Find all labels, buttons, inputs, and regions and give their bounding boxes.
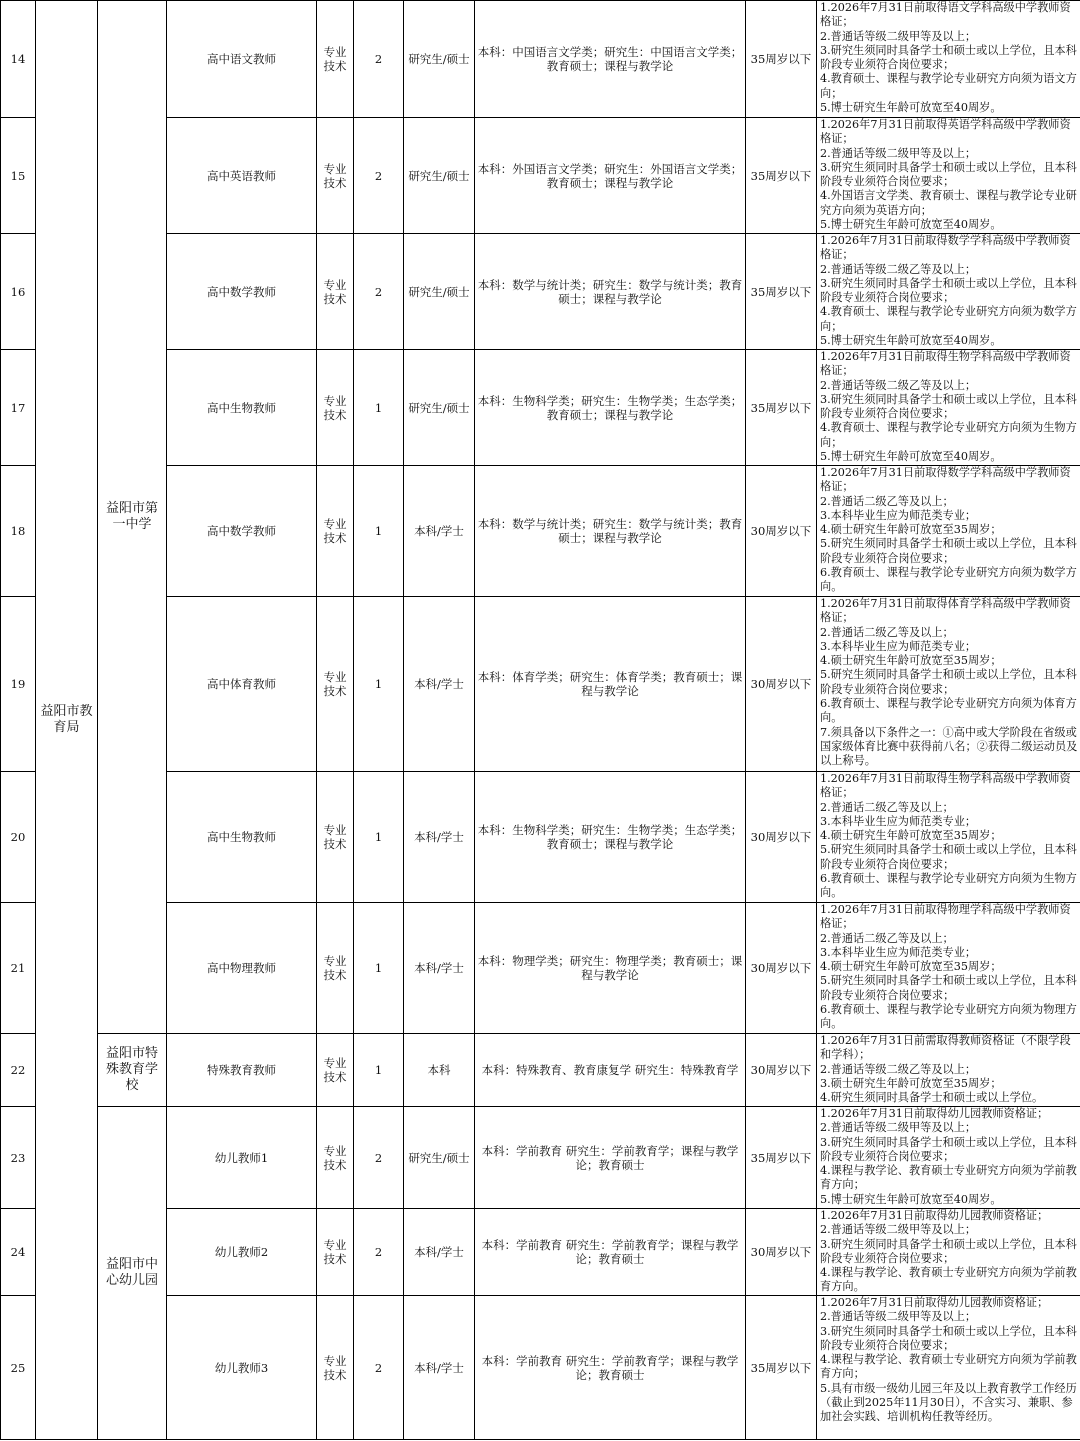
requirement-line: 4.课程与教学论、教育硕士专业研究方向须为学前教育方向； (820, 1164, 1077, 1192)
requirement-line: 1.2026年7月31日前取得物理学科高级中学教师资格证； (820, 903, 1071, 931)
education: 本科/学士 (404, 1209, 475, 1296)
requirement-line: 1.2026年7月31日前取得英语学科高级中学教师资格证； (820, 118, 1071, 146)
education: 研究生/硕士 (404, 350, 475, 466)
hire-count: 2 (354, 1296, 404, 1440)
table-row (1, 1, 1080, 118)
requirement-line: 5.研究生须同时具备学士和硕士或以上学位，且本科阶段专业须符合岗位要求； (820, 974, 1077, 1002)
post-name: 高中生物教师 (167, 350, 317, 466)
major: 本科：特殊教育、教育康复学 研究生：特殊教育学 (475, 1034, 746, 1107)
requirements (817, 118, 1080, 234)
requirement-line: 2.普通话二级乙等及以上； (820, 931, 954, 945)
requirement-line: 1.2026年7月31日前取得语文学科高级中学教师资格证； (820, 1, 1071, 29)
requirement-line: 3.研究生须同时具备学士和硕士或以上学位，且本科阶段专业须符合岗位要求； (820, 392, 1077, 421)
education: 本科/学士 (404, 1296, 475, 1440)
requirement-line: 2.普通话等级二级甲等及以上； (820, 146, 977, 160)
requirement-line: 3.本科毕业生应为师范类专业； (820, 639, 977, 653)
hire-count: 2 (354, 234, 404, 350)
requirement-line: 2.普通话等级二级甲等及以上； (820, 29, 977, 43)
post-name: 高中语文教师 (167, 1, 317, 118)
requirement-line: 4.教育硕士、课程与教学论专业研究方向须为数学方向； (820, 305, 1077, 333)
requirement-line: 4.硕士研究生年龄可放宽至35周岁； (820, 960, 1002, 974)
requirement-line: 4.教育硕士、课程与教学论专业研究方向须为生物方向； (820, 421, 1077, 449)
post-category: 专业技术 (317, 597, 354, 772)
hire-count: 1 (354, 1034, 404, 1107)
post-category: 专业技术 (317, 1209, 354, 1296)
age-limit: 30周岁以下 (746, 597, 817, 772)
row-number: 16 (1, 234, 36, 350)
major: 本科：中国语言文学类；研究生：中国语言文学类；教育硕士；课程与教学论 (475, 1, 746, 118)
requirements (817, 350, 1080, 466)
requirement-line: 2.普通话二级乙等及以上； (820, 494, 954, 508)
department-cell: 益阳市教育局 (36, 1, 98, 1440)
requirement-line: 5.研究生须同时具备学士和硕士或以上学位，且本科阶段专业须符合岗位要求； (820, 668, 1077, 696)
major: 本科：生物科学类；研究生：生物学类；生态学类；教育硕士；课程与教学论 (475, 772, 746, 903)
major: 本科：学前教育 研究生：学前教育学；课程与教学论；教育硕士 (475, 1209, 746, 1296)
post-name: 高中生物教师 (167, 772, 317, 903)
requirement-line: 4.教育硕士、课程与教学论专业研究方向须为语文方向； (820, 72, 1077, 100)
unit-cell-kindergarten: 益阳市中心幼儿园 (98, 1107, 167, 1440)
row-number: 22 (1, 1034, 36, 1107)
education: 本科/学士 (404, 466, 475, 597)
row-number: 15 (1, 118, 36, 234)
age-limit: 35周岁以下 (746, 350, 817, 466)
requirement-line: 2.普通话二级乙等及以上； (820, 625, 954, 639)
requirement-line: 1.2026年7月31日前取得数学学科高级中学教师资格证； (820, 234, 1071, 262)
age-limit: 35周岁以下 (746, 234, 817, 350)
post-name: 幼儿教师1 (167, 1107, 317, 1209)
requirements (817, 772, 1080, 903)
post-category: 专业技术 (317, 234, 354, 350)
requirement-line: 4.课程与教学论、教育硕士专业研究方向须为学前教育方向。 (820, 1266, 1077, 1294)
post-category: 专业技术 (317, 772, 354, 903)
hire-count: 2 (354, 1, 404, 118)
age-limit: 35周岁以下 (746, 1296, 817, 1440)
requirement-line: 2.普通话等级二级乙等及以上； (820, 378, 977, 392)
requirement-line: 3.研究生须同时具备学士和硕士或以上学位，且本科阶段专业须符合岗位要求； (820, 43, 1077, 72)
major: 本科：学前教育 研究生：学前教育学；课程与教学论；教育硕士 (475, 1107, 746, 1209)
requirement-line: 1.2026年7月31日前取得生物学科高级中学教师资格证； (820, 350, 1071, 378)
post-category: 专业技术 (317, 118, 354, 234)
requirements (817, 1209, 1080, 1296)
requirement-line: 3.研究生须同时具备学士和硕士或以上学位，且本科阶段专业须符合岗位要求； (820, 160, 1077, 189)
requirement-line: 6.教育硕士、课程与教学论专业研究方向须为物理方向。 (820, 1003, 1077, 1031)
major: 本科：外国语言文学类；研究生：外国语言文学类；教育硕士；课程与教学论 (475, 118, 746, 234)
post-category: 专业技术 (317, 466, 354, 597)
requirement-line: 4.硕士研究生年龄可放宽至35周岁； (820, 523, 1002, 537)
requirement-line: 5.博士研究生年龄可放宽至40周岁。 (820, 1192, 1002, 1206)
table-row (1, 1107, 1080, 1209)
requirement-line: 5.博士研究生年龄可放宽至40周岁。 (820, 218, 1002, 232)
hire-count: 1 (354, 597, 404, 772)
requirements (817, 1034, 1080, 1107)
requirement-line: 4.硕士研究生年龄可放宽至35周岁； (820, 654, 1002, 668)
education: 研究生/硕士 (404, 118, 475, 234)
post-category: 专业技术 (317, 1296, 354, 1440)
education: 本科/学士 (404, 772, 475, 903)
age-limit: 30周岁以下 (746, 772, 817, 903)
requirement-line: 2.普通话等级二级甲等及以上； (820, 1310, 977, 1324)
requirement-line: 2.普通话等级二级甲等及以上； (820, 1223, 977, 1237)
hire-count: 2 (354, 118, 404, 234)
requirement-line: 2.普通话等级二级乙等及以上； (820, 1062, 977, 1076)
age-limit: 35周岁以下 (746, 118, 817, 234)
post-name: 高中数学教师 (167, 466, 317, 597)
requirement-line: 6.教育硕士、课程与教学论专业研究方向须为体育方向。 (820, 697, 1077, 725)
unit-cell-yiyang-no1: 益阳市第一中学 (98, 1, 167, 1034)
hire-count: 1 (354, 466, 404, 597)
requirement-line: 5.具有市级一级幼儿园三年及以上教育教学工作经历（截止到2025年11月30日），不含实习、兼职、参加社会实践、培训机构任教等经历。 (820, 1381, 1077, 1424)
education: 本科/学士 (404, 903, 475, 1034)
education: 研究生/硕士 (404, 1, 475, 118)
requirements (817, 1, 1080, 118)
unit-cell-special-school: 益阳市特殊教育学校 (98, 1034, 167, 1107)
post-name: 高中数学教师 (167, 234, 317, 350)
requirement-line: 6.教育硕士、课程与教学论专业研究方向须为生物方向。 (820, 872, 1077, 900)
requirement-line: 1.2026年7月31日前取得幼儿园教师资格证； (820, 1296, 1049, 1309)
age-limit: 35周岁以下 (746, 1107, 817, 1209)
requirement-line: 5.博士研究生年龄可放宽至40周岁。 (820, 450, 1002, 464)
row-number: 23 (1, 1107, 36, 1209)
requirement-line: 1.2026年7月31日前需取得教师资格证（不限学段和学科）； (820, 1034, 1071, 1062)
requirement-line: 1.2026年7月31日前取得生物学科高级中学教师资格证； (820, 772, 1071, 800)
post-category: 专业技术 (317, 903, 354, 1034)
row-number: 18 (1, 466, 36, 597)
major: 本科：数学与统计类；研究生：数学与统计类；教育硕士；课程与教学论 (475, 234, 746, 350)
post-name: 幼儿教师2 (167, 1209, 317, 1296)
post-category: 专业技术 (317, 1, 354, 118)
age-limit: 30周岁以下 (746, 1034, 817, 1107)
age-limit: 35周岁以下 (746, 1, 817, 118)
requirements (817, 466, 1080, 597)
requirement-line: 3.硕士研究生年龄可放宽至35周岁； (820, 1076, 1002, 1090)
requirement-line: 2.普通话等级二级乙等及以上； (820, 262, 977, 276)
requirement-line: 1.2026年7月31日前取得数学学科高级中学教师资格证； (820, 466, 1071, 494)
requirements (817, 597, 1080, 772)
hire-count: 2 (354, 1209, 404, 1296)
row-number: 20 (1, 772, 36, 903)
major: 本科：体育学类；研究生：体育学类；教育硕士；课程与教学论 (475, 597, 746, 772)
row-number: 21 (1, 903, 36, 1034)
table-row (1, 1034, 1080, 1107)
requirement-line: 7.须具备以下条件之一：①高中或大学阶段在省级或国家级体育比赛中获得前八名；②获得二级运动员及以上称号。 (820, 725, 1078, 768)
major: 本科：物理学类；研究生：物理学类；教育硕士；课程与教学论 (475, 903, 746, 1034)
requirement-line: 3.研究生须同时具备学士和硕士或以上学位，且本科阶段专业须符合岗位要求； (820, 1135, 1077, 1163)
post-name: 高中物理教师 (167, 903, 317, 1034)
requirement-line: 3.研究生须同时具备学士和硕士或以上学位，且本科阶段专业须符合岗位要求； (820, 1237, 1077, 1265)
post-name: 特殊教育教师 (167, 1034, 317, 1107)
education: 研究生/硕士 (404, 1107, 475, 1209)
requirement-line: 3.本科毕业生应为师范类专业； (820, 508, 977, 522)
row-number: 17 (1, 350, 36, 466)
education: 本科/学士 (404, 597, 475, 772)
major: 本科：学前教育 研究生：学前教育学；课程与教学论；教育硕士 (475, 1296, 746, 1440)
hire-count: 1 (354, 772, 404, 903)
requirements (817, 1107, 1080, 1209)
requirement-line: 3.研究生须同时具备学士和硕士或以上学位，且本科阶段专业须符合岗位要求； (820, 276, 1077, 305)
row-number: 25 (1, 1296, 36, 1440)
post-name: 幼儿教师3 (167, 1296, 317, 1440)
requirement-line: 5.博士研究生年龄可放宽至40周岁。 (820, 334, 1002, 348)
requirement-line: 3.本科毕业生应为师范类专业； (820, 814, 977, 828)
requirement-line: 4.研究生须同时具备学士和硕士或以上学位。 (820, 1091, 1044, 1105)
post-category: 专业技术 (317, 1107, 354, 1209)
requirement-line: 5.研究生须同时具备学士和硕士或以上学位，且本科阶段专业须符合岗位要求； (820, 843, 1077, 871)
requirement-line: 1.2026年7月31日前取得幼儿园教师资格证； (820, 1209, 1049, 1222)
requirements (817, 903, 1080, 1034)
requirement-line: 2.普通话等级二级甲等及以上； (820, 1121, 977, 1135)
requirement-line: 4.外国语言文学类、教育硕士、课程与教学论专业研究方向须为英语方向； (820, 189, 1077, 217)
requirement-line: 1.2026年7月31日前取得幼儿园教师资格证； (820, 1107, 1049, 1120)
row-number: 19 (1, 597, 36, 772)
requirement-line: 6.教育硕士、课程与教学论专业研究方向须为数学方向。 (820, 566, 1077, 594)
requirements (817, 234, 1080, 350)
post-category: 专业技术 (317, 350, 354, 466)
requirement-line: 3.本科毕业生应为师范类专业； (820, 945, 977, 959)
requirement-line: 2.普通话二级乙等及以上； (820, 800, 954, 814)
education: 研究生/硕士 (404, 234, 475, 350)
education: 本科 (404, 1034, 475, 1107)
hire-count: 2 (354, 1107, 404, 1209)
requirement-line: 5.研究生须同时具备学士和硕士或以上学位，且本科阶段专业须符合岗位要求； (820, 537, 1077, 565)
major: 本科：生物科学类；研究生：生物学类；生态学类；教育硕士；课程与教学论 (475, 350, 746, 466)
requirement-line: 5.博士研究生年龄可放宽至40周岁。 (820, 101, 1002, 115)
hire-count: 1 (354, 350, 404, 466)
age-limit: 30周岁以下 (746, 903, 817, 1034)
row-number: 24 (1, 1209, 36, 1296)
post-name: 高中体育教师 (167, 597, 317, 772)
age-limit: 30周岁以下 (746, 466, 817, 597)
hire-count: 1 (354, 903, 404, 1034)
post-name: 高中英语教师 (167, 118, 317, 234)
age-limit: 30周岁以下 (746, 1209, 817, 1296)
requirement-line: 3.研究生须同时具备学士和硕士或以上学位，且本科阶段专业须符合岗位要求； (820, 1324, 1077, 1352)
requirement-line: 4.硕士研究生年龄可放宽至35周岁； (820, 829, 1002, 843)
row-number: 14 (1, 1, 36, 118)
major: 本科：数学与统计类；研究生：数学与统计类；教育硕士；课程与教学论 (475, 466, 746, 597)
requirement-line: 4.课程与教学论、教育硕士专业研究方向须为学前教育方向； (820, 1353, 1077, 1381)
requirement-line: 1.2026年7月31日前取得体育学科高级中学教师资格证； (820, 597, 1071, 625)
requirements (817, 1296, 1080, 1440)
post-category: 专业技术 (317, 1034, 354, 1107)
